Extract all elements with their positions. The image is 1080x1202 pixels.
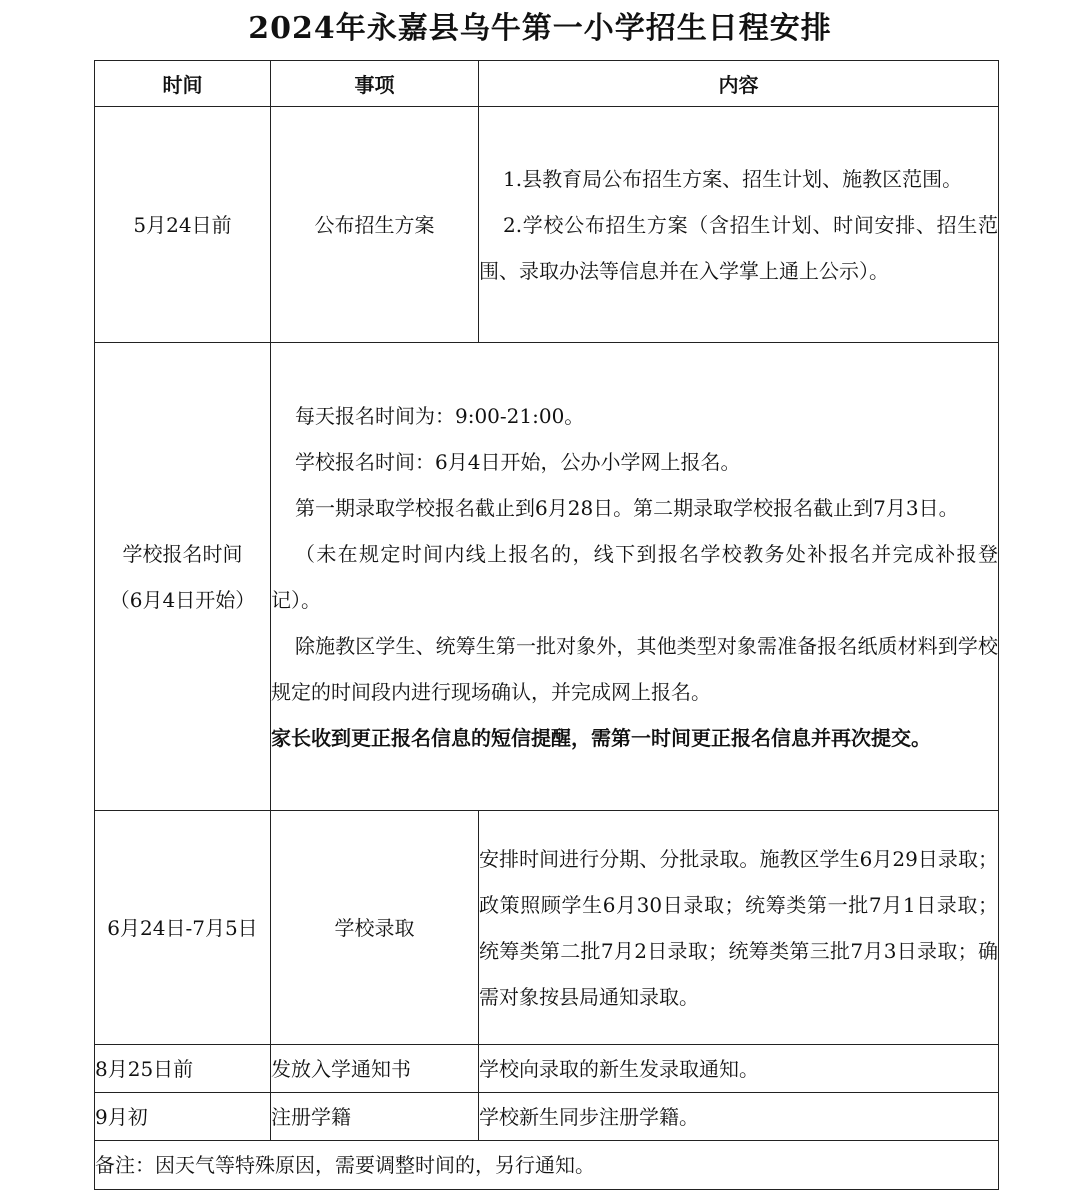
header-item: 事项 [271,61,479,107]
row-content [271,343,999,811]
row-time: 6月24日-7月5日 [95,811,271,1045]
page-title: 2024年永嘉县乌牛第一小学招生日程安排 [248,11,832,46]
table-header-row [95,61,999,107]
content-paragraph: 学校报名时间：6月4日开始，公办小学网上报名。 [295,449,741,474]
content-paragraph: 除施教区学生、统筹生第一批对象外，其他类型对象需准备报名纸质材料到学校规定的时间段内进行现场确认，并完成网上报名。 [271,633,998,704]
note-row [95,1141,999,1190]
row-time: 5月24日前 [95,107,271,343]
row-content [479,107,999,343]
row-time-line: 学校报名时间 [122,541,243,566]
row-time [95,343,271,811]
content-paragraph: （未在规定时间内线上报名的，线下到报名学校教务处补报名并完成补报登记）。 [271,541,998,612]
schedule-table [94,60,999,1190]
row-item: 注册学籍 [271,1093,479,1141]
row-item: 公布招生方案 [271,107,479,343]
row-content: 学校向录取的新生发录取通知。 [479,1045,999,1093]
row-time: 8月25日前 [95,1045,271,1093]
content-paragraph: 2.学校公布招生方案（含招生计划、时间安排、招生范围、录取办法等信息并在入学掌上通上公示）。 [479,212,998,283]
content-paragraph: 每天报名时间为：9:00-21:00。 [295,403,585,428]
table-row [95,343,999,811]
header-content: 内容 [479,61,999,107]
row-content [479,811,999,1045]
note-text: 备注：因天气等特殊原因，需要调整时间的，另行通知。 [95,1141,999,1190]
row-item: 发放入学通知书 [271,1045,479,1093]
row-time: 9月初 [95,1093,271,1141]
table-row [95,811,999,1045]
content-paragraph: 第一期录取学校报名截止到6月28日。第二期录取学校报名截止到7月3日。 [295,495,959,520]
table-row [95,107,999,343]
header-time: 时间 [95,61,271,107]
row-item: 学校录取 [271,811,479,1045]
row-content: 学校新生同步注册学籍。 [479,1093,999,1141]
content-paragraph: 安排时间进行分期、分批录取。施教区学生6月29日录取；政策照顾学生6月30日录取；统筹类第一批7月1日录取；统筹类第二批7月2日录取；统筹类第三批7月3日录取；确需对象按县局通知录取。 [479,846,998,1009]
table-row [95,1045,999,1093]
content-paragraph: 1.县教育局公布招生方案、招生计划、施教区范围。 [503,166,963,191]
row-time-line: （6月4日开始） [109,587,256,612]
bold-notice: 家长收到更正报名信息的短信提醒，需第一时间更正报名信息并再次提交。 [271,725,931,750]
table-row [95,1093,999,1141]
